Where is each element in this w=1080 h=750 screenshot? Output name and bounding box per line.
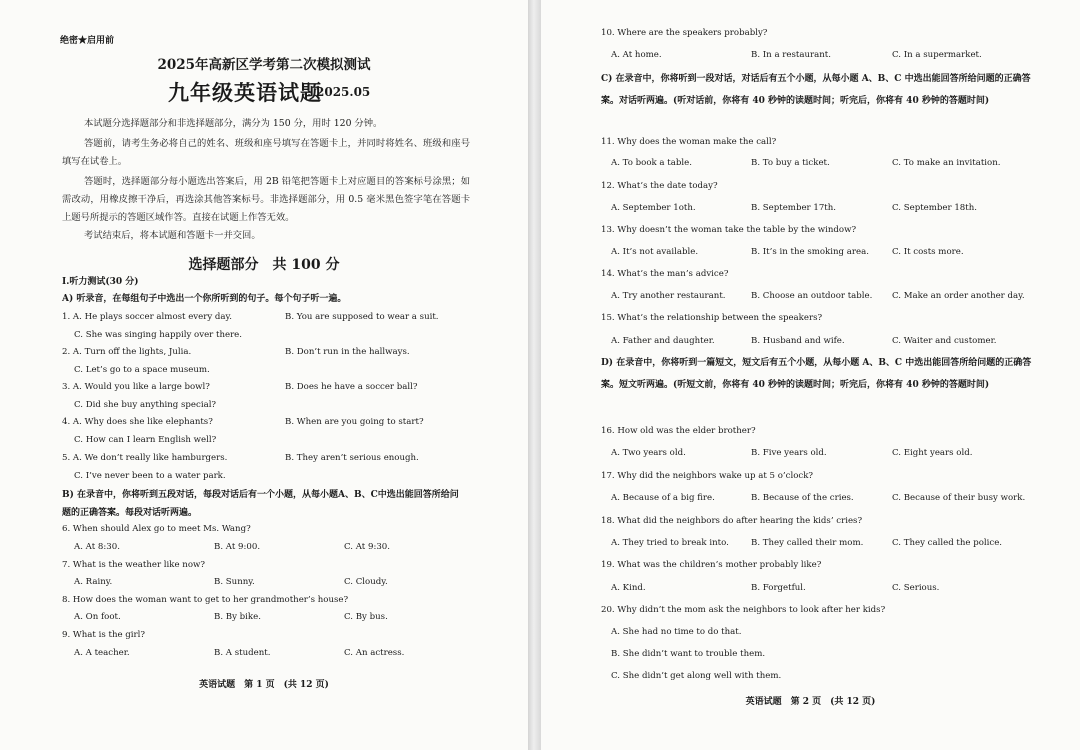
question-20: 20. Why didn’t the mom ask the neighbors to look after her kids?	[601, 605, 886, 615]
question-20-option-b: B. She didn’t want to trouble them.	[611, 649, 766, 659]
exam-page-2	[541, 0, 1080, 750]
question-12-option-a: A. September 1oth.	[611, 203, 696, 213]
question-18-option-a: A. They tried to break into.	[611, 538, 729, 548]
question-13-option-b: B. It’s in the smoking area.	[751, 247, 869, 257]
question-8-option-a: A. On foot.	[74, 612, 121, 622]
question-8: 8. How does the woman want to get to her grandmother’s house?	[62, 595, 349, 605]
question-17-option-a: A. Because of a big fire.	[611, 493, 715, 503]
question-3-option-a: 3. A. Would you like a large bowl?	[62, 382, 210, 392]
question-10-option-c: C. In a supermarket.	[892, 50, 982, 60]
question-10: 10. Where are the speakers probably?	[601, 28, 768, 38]
question-19: 19. What was the children’s mother probably like?	[601, 560, 822, 570]
question-6-option-c: C. At 9:30.	[344, 542, 391, 552]
question-10-option-b: B. In a restaurant.	[751, 50, 831, 60]
question-3-option-b: B. Does he have a soccer ball?	[285, 382, 418, 392]
question-14-option-a: A. Try another restaurant.	[611, 291, 726, 301]
question-11-option-a: A. To book a table.	[611, 158, 692, 168]
question-1-option-a: 1. A. He plays soccer almost every day.	[62, 312, 232, 322]
question-14-option-c: C. Make an order another day.	[892, 291, 1025, 301]
page-footer-2: 英语试题 第 2 页 (共 12 页)	[745, 697, 876, 707]
question-8-option-b: B. By bike.	[214, 612, 261, 622]
question-17-option-c: C. Because of their busy work.	[892, 493, 1026, 503]
question-20-option-c: C. She didn’t get along well with them.	[611, 671, 782, 681]
page-footer-1: 英语试题 第 1 页 (共 12 页)	[199, 680, 329, 690]
question-6-option-a: A. At 8:30.	[74, 542, 120, 552]
question-11: 11. Why does the woman make the call?	[601, 137, 777, 147]
question-6-option-b: B. At 9:00.	[214, 542, 261, 552]
question-7-option-c: C. Cloudy.	[344, 577, 388, 587]
question-3-option-c: C. Did she buy anything special?	[74, 400, 217, 410]
part-heading: Ⅰ.听力测试(30 分)	[62, 277, 139, 287]
question-16-option-a: A. Two years old.	[611, 448, 686, 458]
question-12: 12. What’s the date today?	[601, 181, 718, 191]
note-4: 考试结束后，将本试题和答题卡一并交回。	[84, 230, 261, 241]
question-13: 13. Why doesn’t the woman take the table by the window?	[601, 225, 857, 235]
question-5-option-b: B. They aren’t serious enough.	[285, 453, 419, 463]
question-4-option-b: B. When are you going to start?	[285, 417, 424, 427]
note-3: 答题时，选择题部分每小题选出答案后，用 2B 铅笔把答题卡上对应题目的答案标号涂黑；如需改动，用橡皮擦干净后，再选涂其他答案标号。非选择题部分，用 0.5 毫米黑色签字笔在答题卡上题号所提示的答题区域作答。直接在试题上作答无效。	[62, 176, 470, 223]
question-14: 14. What’s the man’s advice?	[601, 269, 729, 279]
question-16-option-c: C. Eight years old.	[892, 448, 973, 458]
question-19-option-b: B. Forgetful.	[751, 583, 806, 593]
question-18-option-c: C. They called the police.	[892, 538, 1003, 548]
exam-date: 2025.05	[316, 85, 371, 99]
section-title: 选择题部分 共 100 分	[188, 257, 340, 273]
question-4-option-a: 4. A. Why does she like elephants?	[62, 417, 213, 427]
confidential-mark: 绝密★启用前	[60, 36, 115, 46]
question-17-option-b: B. Because of the cries.	[751, 493, 854, 503]
question-2-option-c: C. Let’s go to a space museum.	[74, 365, 210, 375]
question-11-option-c: C. To make an invitation.	[892, 158, 1001, 168]
exam-name: 2025年高新区学考第二次模拟测试	[157, 57, 371, 73]
question-13-option-a: A. It’s not available.	[611, 247, 699, 257]
question-20-option-a: A. She had no time to do that.	[611, 627, 742, 637]
part-d-instruction: D) 在录音中，你将听到一篇短文，短文后有五个小题，从每小题 A、B、C 中选出能回答所给问题的正确答案。短文听两遍。(听短文前，你将有 40 秒钟的读题时间；听完后，你将有 40 秒钟的答题时间)	[601, 358, 1032, 390]
question-13-option-c: C. It costs more.	[892, 247, 964, 257]
question-6: 6. When should Alex go to meet Ms. Wang?	[62, 524, 251, 534]
question-15-option-c: C. Waiter and customer.	[892, 336, 997, 346]
question-12-option-c: C. September 18th.	[892, 203, 977, 213]
question-7: 7. What is the weather like now?	[62, 560, 205, 570]
question-4-option-c: C. How can I learn English well?	[74, 435, 217, 445]
exam-title: 九年级英语试题	[168, 80, 322, 105]
page-gutter	[528, 0, 541, 750]
question-2-option-a: 2. A. Turn off the lights, Julia.	[62, 347, 192, 357]
question-14-option-b: B. Choose an outdoor table.	[751, 291, 873, 301]
question-10-option-a: A. At home.	[611, 50, 662, 60]
question-15: 15. What’s the relationship between the speakers?	[601, 313, 823, 323]
question-12-option-b: B. September 17th.	[751, 203, 837, 213]
question-5-option-c: C. I’ve never been to a water park.	[74, 471, 226, 481]
question-11-option-b: B. To buy a ticket.	[751, 158, 830, 168]
question-2-option-b: B. Don’t run in the hallways.	[285, 347, 410, 357]
question-16-option-b: B. Five years old.	[751, 448, 827, 458]
question-18: 18. What did the neighbors do after hearing the kids’ cries?	[601, 516, 863, 526]
question-9-option-b: B. A student.	[214, 648, 271, 658]
question-1-option-c: C. She was singing happily over there.	[74, 330, 243, 340]
question-7-option-b: B. Sunny.	[214, 577, 255, 587]
question-5-option-a: 5. A. We don’t really like hamburgers.	[62, 453, 228, 463]
question-9-option-c: C. An actress.	[344, 648, 405, 658]
question-9-option-a: A. A teacher.	[74, 648, 130, 658]
question-15-option-b: B. Husband and wife.	[751, 336, 845, 346]
question-8-option-c: C. By bus.	[344, 612, 388, 622]
part-b-instruction: B) 在录音中，你将听到五段对话，每段对话后有一个小题，从每小题A、B、C中选出能回答所给问题的正确答案。每段对话听两遍。	[62, 490, 459, 518]
note-1: 本试题分选择题部分和非选择题部分，满分为 150 分，用时 120 分钟。	[84, 118, 383, 129]
question-9: 9. What is the girl?	[62, 630, 146, 640]
question-16: 16. How old was the elder brother?	[601, 426, 756, 436]
exam-page-1	[0, 0, 528, 750]
part-a-instruction: A) 听录音，在每组句子中选出一个你所听到的句子。每个句子听一遍。	[62, 294, 347, 304]
question-1-option-b: B. You are supposed to wear a suit.	[285, 312, 439, 322]
question-15-option-a: A. Father and daughter.	[611, 336, 715, 346]
question-19-option-c: C. Serious.	[892, 583, 940, 593]
note-2: 答题前，请考生务必将自己的姓名、班级和座号填写在答题卡上，并同时将姓名、班级和座号填写在试卷上。	[62, 138, 470, 167]
question-17: 17. Why did the neighbors wake up at 5 o’clock?	[601, 471, 814, 481]
question-18-option-b: B. They called their mom.	[751, 538, 864, 548]
part-c-instruction: C) 在录音中，你将听到一段对话，对话后有五个小题，从每小题 A、B、C 中选出能回答所给问题的正确答案。对话听两遍。(听对话前，你将有 40 秒钟的读题时间；听完后，你将有 40 秒钟的答题时间)	[601, 74, 1031, 106]
question-7-option-a: A. Rainy.	[74, 577, 113, 587]
question-19-option-a: A. Kind.	[611, 583, 646, 593]
